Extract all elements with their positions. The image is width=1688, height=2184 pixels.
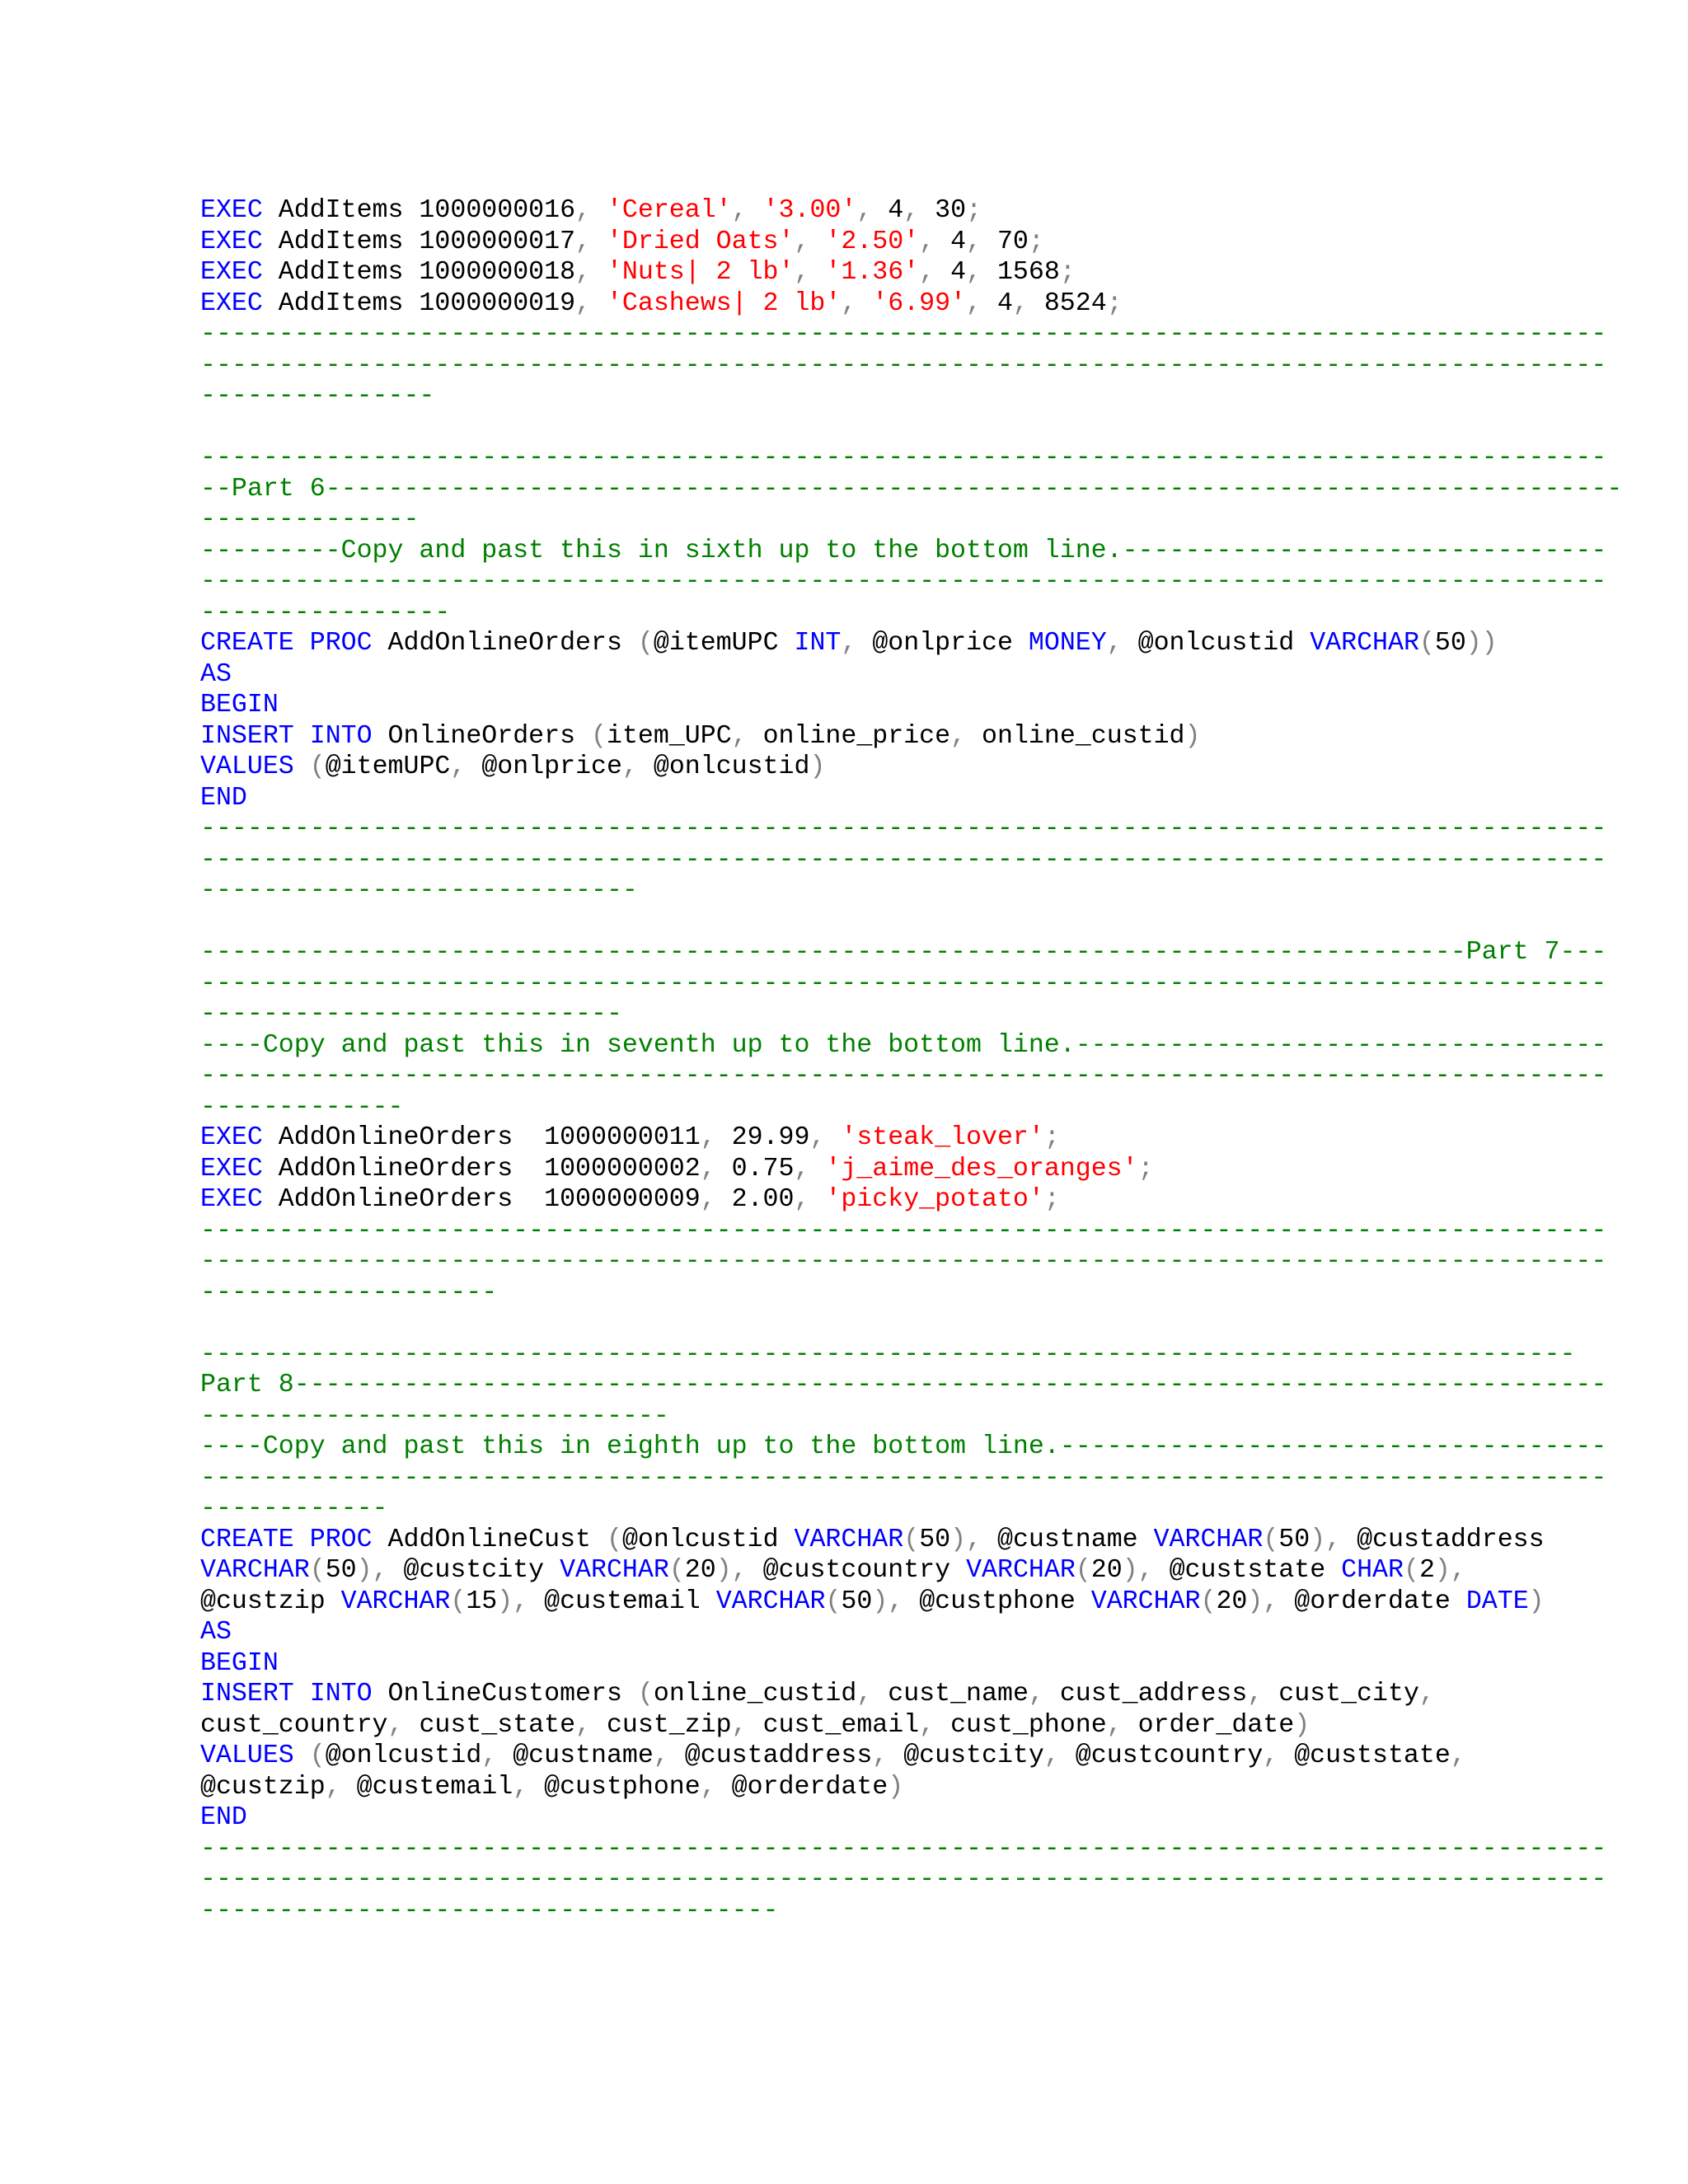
code-line [200,907,1622,938]
punctuation: ( [903,1525,920,1554]
string-literal: 'j_aime_des_oranges' [825,1154,1138,1183]
punctuation: ), [872,1586,920,1616]
punctuation: ( [1200,1586,1217,1616]
code-text: @onlcustid [621,1525,795,1554]
comment-text: ---------Copy and past this in sixth up to the bottom line.------------------------------- [200,536,1607,565]
punctuation: , [950,721,982,751]
sql-keyword: EXEC [200,227,263,256]
code-text [294,1526,310,1554]
punctuation: ), [1434,1556,1466,1585]
punctuation: ), [950,1525,997,1554]
code-text: online_custid [982,721,1185,751]
sql-keyword: INTO [309,1680,373,1708]
string-literal: '2.50' [825,227,920,256]
code-line [200,845,1622,876]
code-text: 15 [466,1586,498,1616]
code-text: 30 [935,196,967,225]
code-text: item_UPC [606,721,732,751]
sql-keyword: DATE [1465,1586,1529,1616]
comment-text: ------------ [200,1494,388,1523]
punctuation: , [919,227,951,256]
punctuation: ) [1528,1586,1545,1616]
code-text: @custcountry [1075,1741,1264,1770]
code-text: 20 [684,1556,716,1585]
punctuation: ( [637,1680,654,1708]
punctuation: , [700,1123,732,1152]
punctuation: ( [309,752,326,781]
code-text: online_custid [653,1680,857,1708]
punctuation: , [450,752,482,781]
punctuation: ; [1043,1185,1060,1214]
code-text: 70 [996,227,1029,256]
code-line [200,350,1622,382]
code-text: 50 [1434,629,1466,658]
punctuation: , [794,1185,826,1214]
code-line [200,1061,1622,1092]
punctuation: )) [1465,629,1498,658]
code-text: 50 [919,1525,951,1554]
code-line [200,937,1622,968]
punctuation: ( [1418,629,1435,658]
string-literal: '3.00' [762,196,857,225]
comment-text: ------------------------------------------------------------------------------------------ [200,443,1607,472]
sql-keyword: INT [794,629,842,658]
code-line [200,1741,1622,1772]
string-literal: 'picky_potato' [825,1185,1044,1214]
sql-keyword: MONEY [1028,629,1107,658]
code-text: AddItems 1000000019 [262,288,576,318]
code-line [200,1525,1622,1556]
code-line [200,999,1622,1030]
punctuation: , [966,227,997,256]
code-line [200,195,1622,227]
code-text: cust_name [888,1680,1029,1708]
code-text [294,722,310,751]
sql-keyword: CREATE [200,629,294,658]
sql-keyword: PROC [309,629,373,658]
comment-text: ----Copy and past this in eighth up to the bottom line.----------------------------------- [200,1432,1607,1461]
punctuation: ; [1137,1154,1154,1183]
comment-text: ------------------------------------------------------------------------------------------ [200,1865,1607,1894]
punctuation: ( [825,1586,842,1616]
code-line [200,752,1622,783]
punctuation: , [1263,1741,1295,1770]
sql-keyword: AS [200,1618,232,1647]
punctuation: ( [1403,1556,1419,1585]
comment-text: ---------------- [200,598,451,627]
sql-keyword: VALUES [200,1741,294,1770]
string-literal: '1.36' [825,258,920,287]
code-text: AddItems 1000000017 [262,227,576,256]
code-text: 4 [950,258,967,287]
code-line [200,1184,1622,1216]
punctuation: ), [1310,1525,1357,1554]
punctuation: , [700,1154,732,1183]
code-text: @custname [513,1741,654,1770]
code-text: AddItems 1000000016 [262,196,576,225]
comment-text: -------------- [200,505,420,534]
sql-keyword: BEGIN [200,691,279,719]
code-text: @itemUPC [325,752,451,781]
code-text: @custcity [403,1556,560,1585]
punctuation: , [1106,1710,1138,1740]
code-text: cust_country [200,1710,388,1740]
code-line [200,1648,1622,1680]
comment-text: ------------------------------------------------------------------------------------------ [200,845,1607,874]
code-line [200,227,1622,258]
punctuation: , [903,196,935,225]
code-text: @custstate [1169,1556,1342,1585]
code-text: 50 [1278,1525,1311,1554]
code-line [200,1463,1622,1494]
code-text: 4 [950,227,967,256]
punctuation: , [653,1741,685,1770]
punctuation: ; [1106,288,1123,318]
punctuation: , [621,752,654,781]
code-text: @custemail [356,1772,513,1802]
punctuation: ), [356,1556,404,1585]
code-line [200,783,1622,814]
comment-text: ------------------------------------------------------------------------------------------ [200,1463,1607,1493]
punctuation: , [1012,288,1044,318]
code-text: AddOnlineCust [372,1525,607,1554]
code-line [200,566,1622,598]
code-text: cust_city [1278,1680,1419,1708]
sql-keyword: VARCHAR [200,1556,310,1585]
punctuation: ; [966,196,982,225]
code-text: @custname [997,1525,1154,1554]
comment-text: --------------------------- [200,1000,622,1029]
sql-keyword: VARCHAR [794,1525,904,1554]
code-text [294,1680,310,1708]
code-text: 1568 [996,258,1060,287]
code-line [200,1308,1622,1339]
code-text: @custemail [544,1586,716,1616]
sql-keyword: EXEC [200,1154,263,1183]
punctuation: , [794,1154,826,1183]
code-text: 4 [888,196,904,225]
code-line [200,257,1622,288]
code-text: @custzip [200,1772,326,1802]
comment-text: Part 8------------------------------------------------------------------------------------ [200,1371,1607,1399]
punctuation: ), [1122,1556,1170,1585]
code-text: @custphone [544,1772,701,1802]
comment-text: ------------------------------ [200,1401,669,1431]
punctuation: , [1247,1680,1279,1708]
code-text: online_price [762,721,951,751]
code-line [200,536,1622,567]
code-line [200,1802,1622,1834]
code-line [200,1617,1622,1648]
code-text: 8524 [1043,288,1107,318]
punctuation: , [1028,1680,1060,1708]
code-line [200,443,1622,474]
code-line [200,412,1622,443]
code-text: 0.75 [731,1154,795,1183]
sql-keyword: EXEC [200,258,263,287]
string-literal: 'steak_lover' [841,1123,1044,1152]
sql-keyword: EXEC [200,1185,263,1214]
code-line [200,1710,1622,1741]
punctuation: ) [809,752,826,781]
code-line [200,1586,1622,1618]
punctuation: , [1043,1741,1076,1770]
comment-text: ------------- [200,1092,404,1122]
code-text: @custaddress [1357,1525,1545,1554]
string-literal: 'Cashews| 2 lb' [606,288,842,318]
code-line [200,628,1622,659]
comment-text: ---------------------------- [200,876,638,905]
punctuation: , [1450,1741,1466,1770]
sql-keyword: INSERT [200,1680,294,1708]
sql-keyword: VARCHAR [966,1556,1076,1585]
code-text: cust_email [762,1710,920,1740]
code-text: @itemUPC [653,629,795,658]
code-text: 20 [1216,1586,1248,1616]
punctuation: , [841,629,873,658]
comment-text: --Part 6----------------------------------------------------------------------------------- [200,474,1623,504]
code-line [200,875,1622,907]
code-text: @orderdate [731,1772,889,1802]
punctuation: , [809,1123,842,1152]
punctuation: , [575,258,607,287]
string-literal: 'Nuts| 2 lb' [606,258,795,287]
sql-keyword: CREATE [200,1525,294,1554]
code-text: 2.00 [731,1185,795,1214]
code-text: @custstate [1294,1741,1451,1770]
code-text: 50 [325,1556,357,1585]
code-text [294,629,310,658]
code-line [200,690,1622,721]
punctuation: ) [1294,1710,1311,1740]
code-text: @onlprice [872,629,1029,658]
code-line [200,1834,1622,1865]
punctuation: ( [606,1525,622,1554]
sql-keyword: PROC [309,1525,373,1554]
string-literal: '6.99' [872,288,967,318]
punctuation: ( [309,1556,326,1585]
code-line [200,1864,1622,1896]
comment-text: ------------------------------------------------------------------------------------------ [200,1834,1607,1863]
punctuation: , [575,288,607,318]
code-text: @custphone [919,1586,1091,1616]
sql-code-block [200,195,1622,1926]
code-line [200,1370,1622,1401]
code-line [200,721,1622,752]
punctuation: ; [1043,1123,1060,1152]
code-text: 50 [841,1586,873,1616]
punctuation: , [872,1741,904,1770]
code-text: @custcountry [762,1556,967,1585]
punctuation: , [700,1772,732,1802]
sql-keyword: VARCHAR [1310,629,1419,658]
punctuation: , [575,227,607,256]
punctuation: , [856,1680,889,1708]
code-line [200,968,1622,1000]
code-text: AddOnlineOrders [372,629,638,658]
code-line [200,1154,1622,1185]
code-text: OnlineCustomers [372,1680,638,1708]
punctuation: , [513,1772,545,1802]
code-text: @onlcustid [325,1741,482,1770]
code-line [200,813,1622,845]
sql-keyword: VARCHAR [560,1556,669,1585]
comment-text: ------------------------------------------------------------------------------------------ [200,1062,1607,1090]
punctuation: ), [715,1556,763,1585]
sql-keyword: EXEC [200,288,263,318]
comment-text: ------------------------------------------------------------------------------------------ [200,320,1607,349]
code-text: @onlcustid [1137,629,1311,658]
code-line [200,504,1622,536]
code-text: AddOnlineOrders 1000000002 [262,1154,701,1183]
code-line [200,659,1622,691]
punctuation: ( [637,629,654,658]
sql-keyword: INSERT [200,721,294,751]
punctuation: , [841,288,873,318]
punctuation: , [325,1772,357,1802]
comment-text: ------------------------------------------------------------------------------------------ [200,567,1607,596]
punctuation: , [919,258,951,287]
sql-keyword: BEGIN [200,1648,279,1678]
comment-text: --------------- [200,382,435,410]
punctuation: ( [1075,1556,1091,1585]
punctuation: , [387,1710,420,1740]
code-text: @custzip [200,1586,341,1616]
code-line [200,1432,1622,1463]
code-text: 29.99 [731,1123,810,1152]
comment-text: ------------------- [200,1277,498,1307]
punctuation: ( [668,1556,685,1585]
sql-keyword: VARCHAR [340,1586,451,1616]
sql-keyword: EXEC [200,1123,263,1152]
code-line [200,319,1622,350]
punctuation: ) [1184,721,1201,751]
comment-text: ------------------------------------------------------------------------------------------ [200,350,1607,380]
punctuation: , [966,258,997,287]
punctuation: , [731,1710,763,1740]
code-line [200,1092,1622,1123]
punctuation: , [1418,1680,1435,1708]
punctuation: , [794,258,826,287]
punctuation: , [700,1185,732,1214]
code-line [200,1122,1622,1154]
comment-text: ------------------------------------------------------------------------------------------ [200,968,1607,998]
sql-keyword: VARCHAR [715,1586,826,1616]
code-text: cust_state [419,1710,576,1740]
sql-keyword: CHAR [1341,1556,1404,1585]
code-line [200,1339,1622,1371]
sql-keyword: END [200,1803,247,1832]
comment-text: ---------------------------------------------------------------------------------Part 7--- [200,938,1607,967]
punctuation: , [575,1710,607,1740]
comment-text: ---------------------------------------------------------------------------------------- [200,1339,1576,1369]
code-line [200,381,1622,412]
code-text: 20 [1090,1556,1123,1585]
string-literal: 'Cereal' [606,196,732,225]
punctuation: , [731,721,763,751]
code-line [200,1246,1622,1277]
punctuation: , [856,196,889,225]
punctuation: , [919,1710,951,1740]
punctuation: , [575,196,607,225]
code-line [200,1401,1622,1432]
code-line [200,598,1622,629]
sql-keyword: AS [200,659,232,689]
code-text [294,1741,310,1770]
code-line [200,1216,1622,1247]
code-text: cust_address [1059,1680,1248,1708]
sql-keyword: VARCHAR [1153,1525,1264,1554]
punctuation: , [1106,629,1138,658]
punctuation: ; [1059,258,1076,287]
punctuation: , [731,196,763,225]
punctuation: , [794,227,826,256]
comment-text: ------------------------------------------------------------------------------------------ [200,814,1607,843]
code-line [200,1493,1622,1525]
code-text: @onlcustid [653,752,810,781]
punctuation: ; [1028,227,1044,256]
comment-text: ------------------------------------------------------------------------------------------ [200,1216,1607,1245]
code-text: @onlprice [481,752,622,781]
sql-keyword: EXEC [200,196,263,225]
code-line [200,288,1622,320]
punctuation: ( [450,1586,467,1616]
punctuation: ( [1263,1525,1279,1554]
punctuation: ), [497,1586,545,1616]
sql-keyword: VALUES [200,752,294,781]
punctuation: , [481,1741,513,1770]
code-text: @orderdate [1294,1586,1466,1616]
code-text: @custcity [903,1741,1044,1770]
comment-text: ------------------------------------- [200,1896,779,1925]
code-text: cust_phone [950,1710,1107,1740]
string-literal: 'Dried Oats' [606,227,795,256]
code-line [200,1030,1622,1062]
punctuation: , [966,288,997,318]
code-line [200,1896,1622,1927]
code-text: 2 [1418,1556,1435,1585]
code-line [200,474,1622,505]
code-text: order_date [1137,1710,1295,1740]
code-line [200,1555,1622,1586]
comment-text: ------------------------------------------------------------------------------------------ [200,1247,1607,1276]
code-text: 4 [996,288,1013,318]
sql-keyword: INTO [309,721,373,751]
punctuation: ( [309,1741,326,1770]
punctuation: ) [888,1772,904,1802]
code-text: AddOnlineOrders 1000000011 [262,1123,701,1152]
code-text: cust_zip [606,1710,732,1740]
code-text: @custaddress [684,1741,873,1770]
code-line [200,1277,1622,1309]
code-text: AddOnlineOrders 1000000009 [262,1185,701,1214]
code-line [200,1772,1622,1803]
code-line [200,1679,1622,1710]
comment-text: ----Copy and past this in seventh up to the bottom line.---------------------------------- [200,1030,1607,1060]
code-text: AddItems 1000000018 [262,258,576,287]
code-text: OnlineOrders [372,721,592,751]
sql-keyword: END [200,783,247,813]
sql-keyword: VARCHAR [1090,1586,1201,1616]
punctuation: ( [591,721,607,751]
code-text [294,752,310,781]
punctuation: ), [1247,1586,1295,1616]
